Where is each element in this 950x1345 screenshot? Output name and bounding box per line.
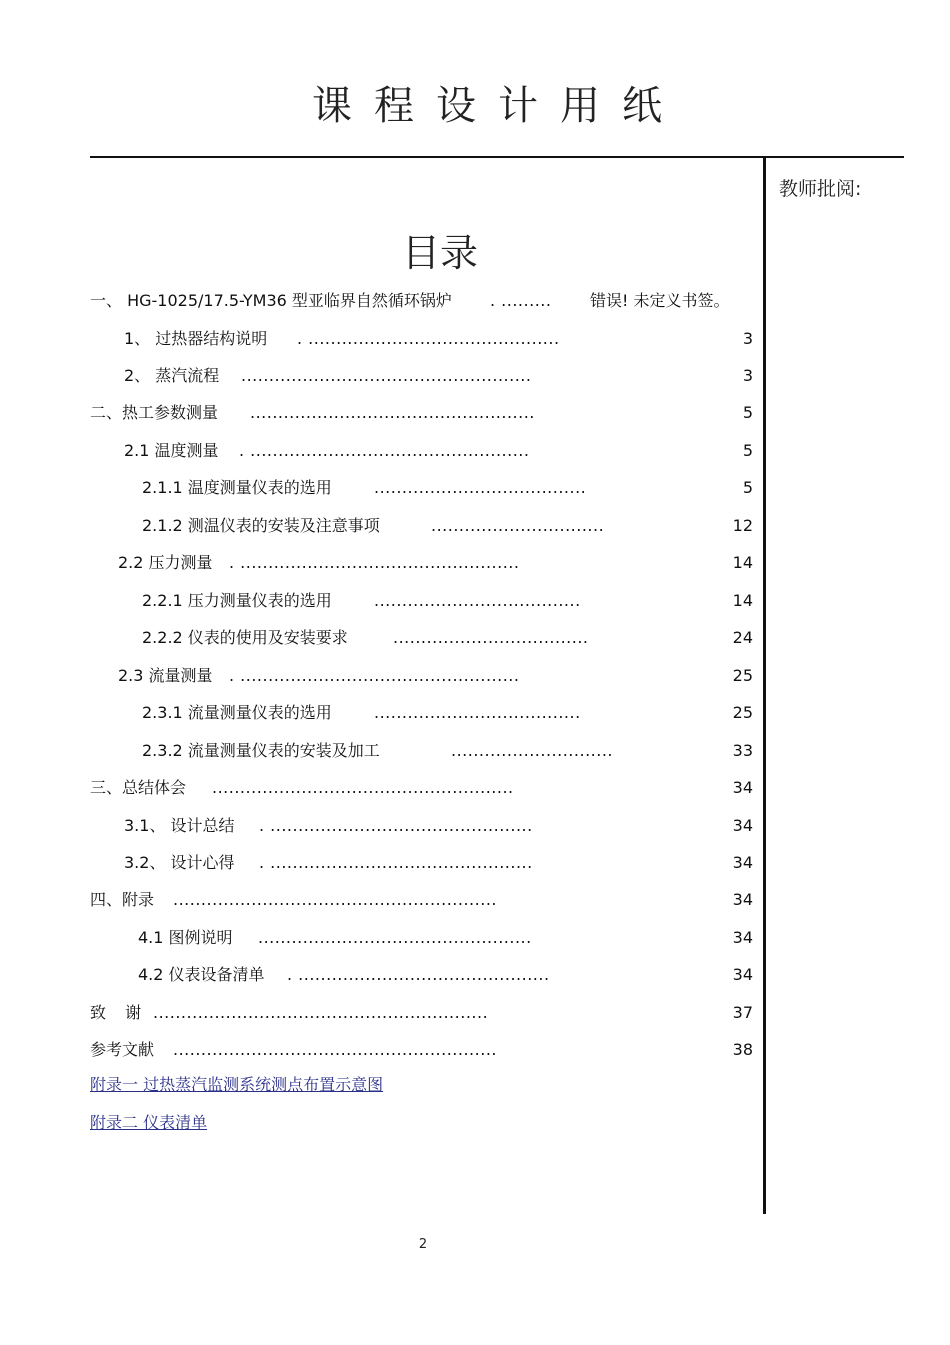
toc-entry-label: 四、附录 bbox=[90, 890, 155, 909]
toc-entry[interactable] bbox=[0, 439, 950, 463]
toc-entry[interactable] bbox=[0, 289, 950, 313]
toc-entry-leader: . ............................................... bbox=[259, 853, 533, 872]
toc-entry-label: 2.2.1 压力测量仪表的选用 bbox=[142, 591, 332, 610]
toc-entry-leader: ...................................................... bbox=[212, 778, 514, 797]
toc-entry[interactable] bbox=[0, 626, 950, 650]
toc-entry-label: 2.1 温度测量 bbox=[124, 441, 219, 460]
toc-entry-leader: . .................................................. bbox=[229, 666, 520, 685]
toc-entry-leader: . ............................................. bbox=[287, 965, 550, 984]
toc-heading: 目录 bbox=[401, 231, 478, 275]
toc-entry-page: 34 bbox=[732, 965, 753, 984]
toc-entry-label: 2、 蒸汽流程 bbox=[124, 366, 220, 385]
toc-entry[interactable] bbox=[0, 401, 950, 425]
toc-entry-leader: . ......... bbox=[490, 291, 552, 310]
toc-entry[interactable] bbox=[0, 476, 950, 500]
teacher-review-label: 教师批阅: bbox=[779, 178, 862, 200]
toc-entry-leader: . .................................................. bbox=[229, 553, 520, 572]
toc-entry[interactable] bbox=[0, 851, 950, 875]
toc-entry-label: 2.2 压力测量 bbox=[118, 553, 213, 572]
page-number: 2 bbox=[418, 1237, 428, 1252]
toc-entry-leader: ..................................... bbox=[374, 591, 581, 610]
toc-entry[interactable] bbox=[0, 739, 950, 763]
toc-entry-leader: ............................... bbox=[431, 516, 605, 535]
toc-entry-label: 二、热工参数测量 bbox=[90, 403, 219, 422]
toc-entry-page: 3 bbox=[742, 366, 753, 385]
toc-entry-page: 34 bbox=[732, 928, 753, 947]
toc-entry-leader: . .................................................. bbox=[239, 441, 530, 460]
toc-entry[interactable] bbox=[0, 814, 950, 838]
toc-entry[interactable] bbox=[0, 963, 950, 987]
toc-entry-page: 3 bbox=[742, 329, 753, 348]
toc-entry-page: 34 bbox=[732, 778, 753, 797]
top-divider bbox=[90, 156, 904, 158]
toc-entry[interactable] bbox=[0, 1001, 950, 1025]
toc-entry[interactable] bbox=[0, 551, 950, 575]
toc-entry-label: 2.1.1 温度测量仪表的选用 bbox=[142, 478, 332, 497]
toc-entry-label: 三、总结体会 bbox=[90, 778, 187, 797]
toc-entry-label: 3.1、 设计总结 bbox=[124, 816, 235, 835]
toc-entry-page: 24 bbox=[732, 628, 753, 647]
toc-entry-leader: .......................................................... bbox=[173, 890, 497, 909]
toc-entry-label: 2.2.2 仪表的使用及安装要求 bbox=[142, 628, 348, 647]
toc-entry-label: 参考文献 bbox=[90, 1040, 155, 1059]
toc-entry-page: 38 bbox=[732, 1040, 753, 1059]
toc-entry-label: 4.1 图例说明 bbox=[138, 928, 233, 947]
toc-entry-leader: ............................................................ bbox=[153, 1003, 489, 1022]
toc-entry-page: 5 bbox=[742, 441, 753, 460]
toc-entry-label: 3.2、 设计心得 bbox=[124, 853, 235, 872]
toc-entry-leader: ................................... bbox=[393, 628, 589, 647]
toc-entry-error-note: 错误! 未定义书签。 bbox=[590, 291, 730, 310]
toc-entry-page: 12 bbox=[732, 516, 753, 535]
toc-entry-leader: ............................. bbox=[451, 741, 613, 760]
toc-entry-leader: . ............................................... bbox=[259, 816, 533, 835]
toc-entry-leader: .................................................... bbox=[241, 366, 532, 385]
toc-entry-leader: ................................................. bbox=[258, 928, 532, 947]
toc-entry[interactable] bbox=[0, 589, 950, 613]
toc-entry[interactable] bbox=[0, 514, 950, 538]
toc-entry[interactable] bbox=[0, 701, 950, 725]
toc-entry[interactable] bbox=[0, 664, 950, 688]
toc-entry-page: 34 bbox=[732, 890, 753, 909]
toc-entry[interactable] bbox=[0, 327, 950, 351]
toc-entry-page: 14 bbox=[732, 591, 753, 610]
toc-entry-page: 34 bbox=[732, 816, 753, 835]
toc-entry-page: 5 bbox=[742, 478, 753, 497]
toc-entry-leader: . ............................................. bbox=[297, 329, 560, 348]
toc-entry-page: 25 bbox=[732, 666, 753, 685]
toc-entry[interactable] bbox=[0, 888, 950, 912]
toc-entry[interactable] bbox=[0, 1038, 950, 1062]
toc-entry[interactable] bbox=[0, 926, 950, 950]
toc-entry-page: 33 bbox=[732, 741, 753, 760]
toc-entry-label: 2.3.1 流量测量仪表的选用 bbox=[142, 703, 332, 722]
toc-entry-leader: ................................................... bbox=[250, 403, 535, 422]
toc-entry[interactable] bbox=[0, 364, 950, 388]
toc-entry-page: 25 bbox=[732, 703, 753, 722]
toc-entry[interactable] bbox=[0, 776, 950, 800]
toc-entry-leader: .......................................................... bbox=[173, 1040, 497, 1059]
toc-entry-page: 37 bbox=[732, 1003, 753, 1022]
toc-entry-label: 4.2 仪表设备清单 bbox=[138, 965, 265, 984]
toc-entry-leader: ..................................... bbox=[374, 703, 581, 722]
toc-entry-label: 致 谢 bbox=[90, 1003, 142, 1022]
toc-entry-label: 2.3 流量测量 bbox=[118, 666, 213, 685]
toc-entry-page: 14 bbox=[732, 553, 753, 572]
toc-entry-label: 2.1.2 测温仪表的安装及注意事项 bbox=[142, 516, 380, 535]
toc-entry-page: 5 bbox=[742, 403, 753, 422]
toc-entry-label: 1、 过热器结构说明 bbox=[124, 329, 268, 348]
appendix-link-2[interactable]: 附录二 仪表清单 bbox=[90, 1113, 208, 1132]
toc-entry-page: 34 bbox=[732, 853, 753, 872]
toc-entry-label: 2.3.2 流量测量仪表的安装及加工 bbox=[142, 741, 380, 760]
appendix-link-1[interactable]: 附录一 过热蒸汽监测系统测点布置示意图 bbox=[90, 1075, 384, 1094]
toc-entry-leader: ...................................... bbox=[374, 478, 587, 497]
page-title: 课程设计用纸 bbox=[312, 83, 684, 129]
toc-entry-label: 一、 HG-1025/17.5-YM36 型亚临界自然循环锅炉 bbox=[90, 291, 452, 310]
